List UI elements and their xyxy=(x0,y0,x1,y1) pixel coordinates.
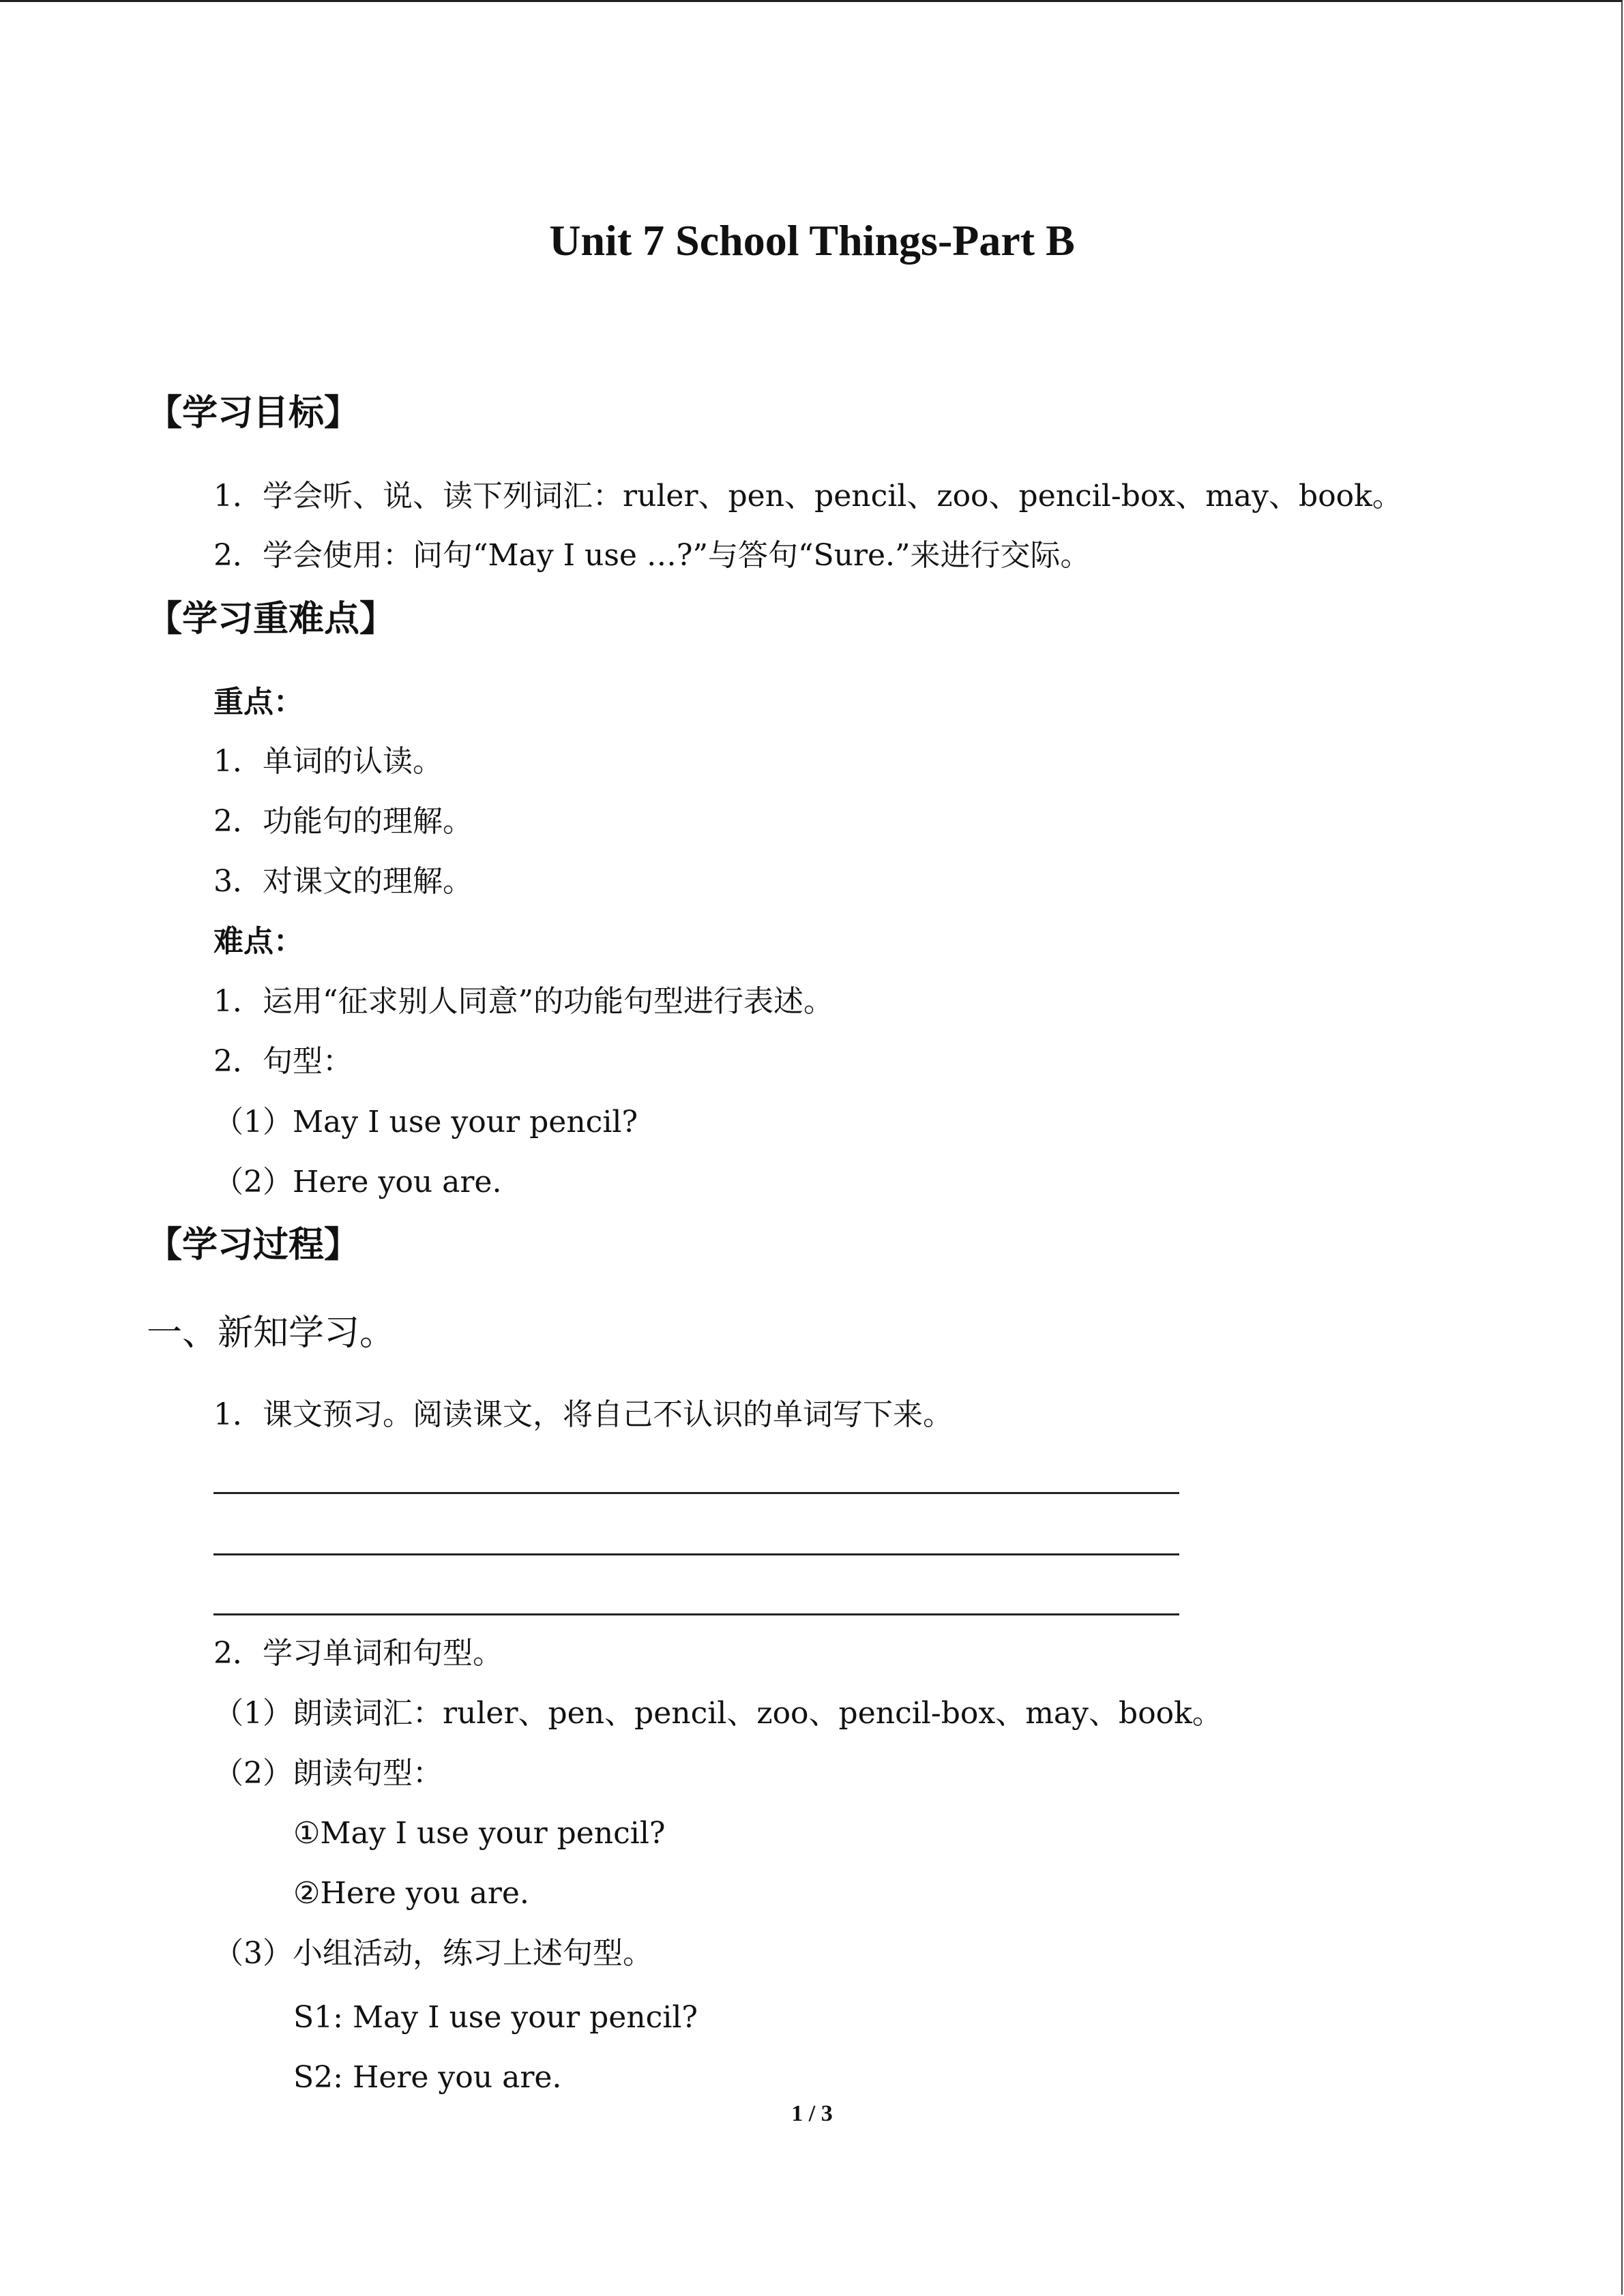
section-heading-goals: 【学习目标】 xyxy=(147,393,360,434)
answer-line-1[interactable] xyxy=(213,1492,1179,1494)
goal-item-2: 2．学会使用：问句“May I use …?”与答句“Sure.”来进行交际。 xyxy=(213,538,1091,573)
key-points-label: 重点： xyxy=(213,685,304,719)
answer-line-3[interactable] xyxy=(213,1613,1179,1615)
dialogue-line-1: S1: May I use your pencil? xyxy=(293,2000,698,2035)
difficult-points-label: 难点： xyxy=(213,924,304,959)
pattern-1: （1）May I use your pencil? xyxy=(213,1105,638,1139)
difficult-point-1: 1．运用“征求别人同意”的功能句型进行表述。 xyxy=(213,984,833,1019)
sentence-1: ①May I use your pencil? xyxy=(293,1816,666,1851)
step-2: 2．学习单词和句型。 xyxy=(213,1636,503,1671)
document-title: Unit 7 School Things-Part B xyxy=(549,216,1075,265)
key-point-1: 1．单词的认读。 xyxy=(213,744,443,779)
difficult-point-2: 2．句型： xyxy=(213,1044,353,1079)
answer-line-2[interactable] xyxy=(213,1553,1179,1555)
key-point-2: 2．功能句的理解。 xyxy=(213,804,473,839)
section-heading-process: 【学习过程】 xyxy=(147,1225,360,1266)
section-heading-key-points: 【学习重难点】 xyxy=(147,599,396,640)
key-point-3: 3．对课文的理解。 xyxy=(213,864,473,899)
page-number: 1 / 3 xyxy=(791,2101,833,2126)
pattern-2: （2）Here you are. xyxy=(213,1165,502,1199)
part-one-heading: 一、新知学习。 xyxy=(147,1313,396,1354)
goal-item-1: 1．学会听、说、读下列词汇：ruler、pen、pencil、zoo、pencil-box、may、book。 xyxy=(213,479,1402,513)
step-1: 1．课文预习。阅读课文，将自己不认识的单词写下来。 xyxy=(213,1397,953,1432)
dialogue-line-2: S2: Here you are. xyxy=(293,2060,562,2095)
sentence-2: ②Here you are. xyxy=(293,1876,529,1911)
step-2-item-1: （1）朗读词汇：ruler、pen、pencil、zoo、pencil-box、may、book。 xyxy=(213,1696,1222,1731)
step-2-item-3: （3）小组活动，练习上述句型。 xyxy=(213,1936,653,1971)
step-2-item-2: （2）朗读句型： xyxy=(213,1756,443,1791)
